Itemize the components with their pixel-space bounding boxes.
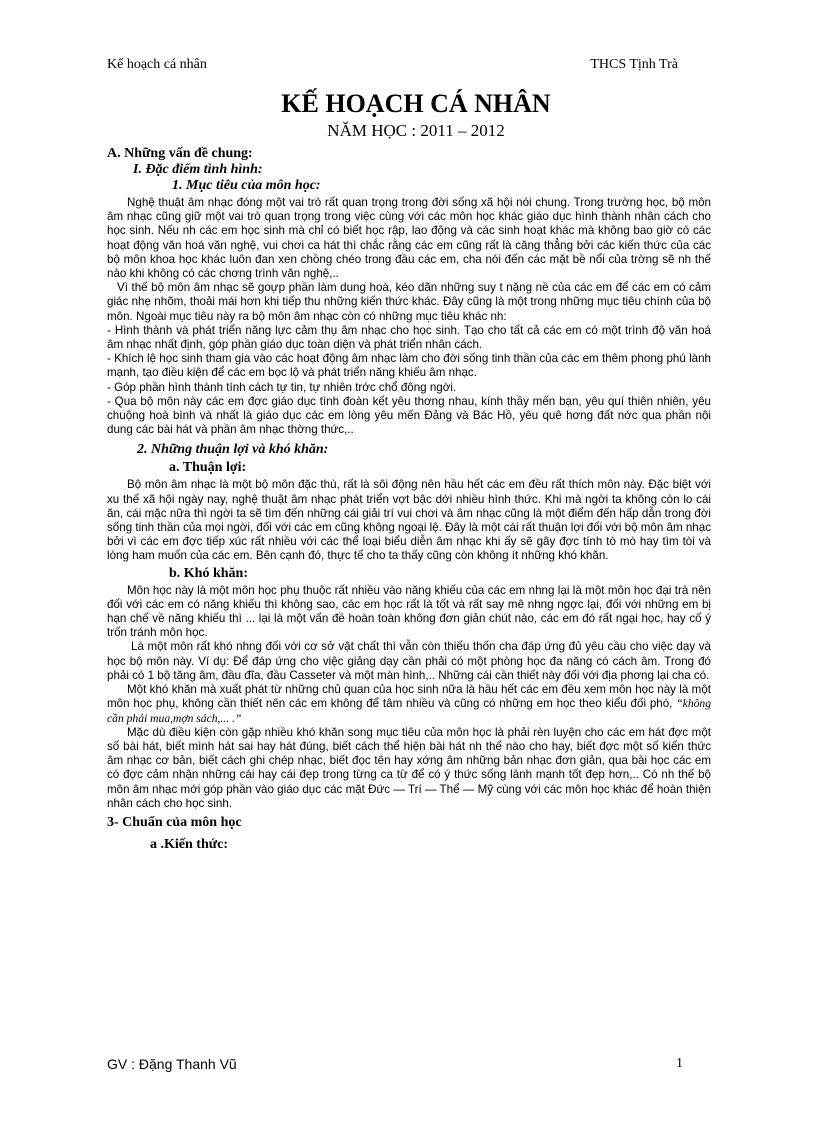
header-left: Kế hoạch cá nhân — [107, 57, 207, 72]
paragraph-difficulties-1: Môn học này là một môn học phụ thuộc rất nhiều vào năng khiếu của các em nhng lại là một môn học đại trà nên đối với các em có năng khiếu thì không sao, các em học rất là tốt và rất say mê nhng ngợc lại, đối với những em bị hạn chế về năng khiếu thì ... lại là một vấn đề hoàn toàn không đơn giản chút nào, các em đó rất ngại học, hay cố ý trốn tránh môn học. — [107, 583, 711, 640]
paragraph-difficulties-2: Là một môn rất khó nhng đối với cơ sở vật chất thì vẫn còn thiếu thốn cha đáp ứng đủ yêu cầu cho việc dạy và học bộ môn này. Ví dụ: Để đáp ứng cho việc giảng dạy cần phải có một phòng học đa năng có cách âm. Trong đó phải có 1 bộ tăng âm, đầu đĩa, đầu Casseter và một màn hình,.. Những cái cần thiết này đối với địa phơng lại cha có. — [107, 640, 711, 682]
paragraph-difficulties-4: Mặc dù điều kiện còn gặp nhiều khó khăn song mục tiêu của môn học là phải rèn luyện cho các em hát đợc một số bài hát, biết mình hát sai hay hát đúng, biết cách thể hiện bài hát nh thế nào cho hay, biết đợc một số kiến thức âm nhạc cơ bản, biết cách ghi chép nhạc, biết đọc tên hay xớng âm những bản nhạc đơn giản, qua bài học các em có đợc cảm nhận những cái hay cái đẹp trong từng ca từ để có ý thức sống lành mạnh tốt đẹp hơn,.. Có nh thế bộ môn âm nhạc mới góp phần vào giáo dục các mặt Đức — Trí — Thể — Mỹ cùng với các môn học khác để hoàn thiện nhân cách cho học sinh. — [107, 725, 711, 810]
footer-teacher: GV : Đặng Thanh Vũ — [107, 1056, 237, 1072]
paragraph-difficulties-3-text: Một khó khăn mà xuất phát từ những chủ quan của học sinh nữa là hầu hết các em đều xem môn học này là một môn học phụ, không cần thiết nên các em không để tâm nhiều và cũng có những em học theo kiểu đối phó, — [107, 683, 711, 711]
paragraph-difficulties-3 — [107, 683, 711, 726]
bullet-item: - Qua bộ môn này các em đợc giáo dục tình đoàn kết yêu thơng nhau, kính thầy mến bạn, yêu quí thiên nhiên, yêu chuộng hoà bình và nhất là giáo dục các em lòng yêu mến Đảng và Bác Hồ, yêu quê hơng đất nớc qua phần nội dung các bài hát và phần âm nhạc thờng thức,.. — [107, 394, 711, 437]
heading-section-i: I. Đặc điểm tình hình: — [133, 162, 263, 177]
header-right: THCS Tịnh Trà — [590, 57, 678, 72]
heading-objectives: 1. Mục tiêu của môn học: — [172, 178, 321, 193]
heading-advantages-difficulties: 2. Những thuận lợi và khó khăn: — [137, 442, 329, 458]
heading-section-a: A. Những vấn đề chung: — [107, 146, 253, 161]
heading-knowledge: a .Kiến thức: — [150, 836, 229, 852]
bullet-item: - Hình thành và phát triển năng lực cảm thụ âm nhạc cho học sinh. Tạo cho tất cả các em có một trình độ văn hoá âm nhạc nhất định, góp phần giáo dục toàn diện và phát triển nhân cách. — [107, 323, 711, 352]
heading-difficulties: b. Khó khăn: — [169, 565, 248, 581]
document-body — [107, 88, 711, 853]
paragraph-objectives-1: Nghệ thuật âm nhạc đóng một vai trò rất quan trọng trong đời sống xã hội nói chung. Trong trường học, bộ môn âm nhạc cũng giữ một vai trò quan trọng trong việc cùng với các môn học khác giáo dục hình thành nhân cách cho học sinh. Nếu nh các em học sinh mà chỉ có biết học rập, lao động và các sinh hoạt khác mà không bao giờ có các hoạt động văn hoá văn nghệ, vui chơi ca hát thì chắc rằng các em cũng rất là căng thẳng bởi các kiến thức của các bộ môn khoa học khác luôn đan xen chồng chéo trong đầu các em, cha nói đến các mặt bề nổi của trờng sẽ nh thế nào khi không có các chơng trình văn nghệ,.. — [107, 196, 711, 281]
footer-page-number: 1 — [676, 1056, 683, 1071]
bullet-item: - Khích lệ học sinh tham gia vào các hoạt động âm nhạc làm cho đời sống tinh thần của các em thêm phong phú lành mạnh, tạo điều kiện để các em bọc lộ và phát triển năng khiếu âm nhạc. — [107, 352, 711, 380]
document-subtitle: NĂM HỌC : 2011 – 2012 — [327, 121, 505, 140]
document-title: KẾ HOẠCH CÁ NHÂN — [281, 89, 551, 118]
paragraph-advantages: Bộ môn âm nhạc là một bộ môn đặc thù, rất là sôi động nên hầu hết các em đều rất thích môn này. Đặc biệt với xu thế xã hội ngày nay, nghệ thuật âm nhạc phát triển vợt bậc dới nhiều hình thức. Khi mà ngời ta không còn lo cái ăn, cái mặc nữa thì ngời ta sẽ tìm đến những cái giải trí vui chơi và âm nhạc cũng là một điểm đến hấp dẫn trong đời sống tinh thần của mọi ngời, đối với các em cũng không ngoại lệ. Đây là một cái rất thuận lợi đối với bộ môn âm nhạc bởi vì các em đợc tiếp xúc rất nhiều với các thể loại biểu diễn âm nhạc khi ấy sẽ gây đợc tính tò mò hay tìm tòi và lòng ham muốn của các em. Bên cạnh đó, thực tế cho ta thấy cũng còn không ít những khó khăn. — [107, 478, 711, 563]
paragraph-objectives-2: Vì thế bộ môn âm nhạc sẽ goựp phần làm dung hoà, kéo dãn những suy t nặng nề của các em để các em có cảm giác nhẹ nhõm, thoải mái hơn khi tiếp thu những kiến thức khác. Đây cũng là một trong những mục tiêu chính của bộ môn. Ngoài mục tiêu này ra bộ môn âm nhạc còn có những mục tiêu khác nh: — [107, 281, 711, 323]
heading-standards: 3- Chuẩn của môn học — [107, 814, 242, 830]
bullet-item: - Góp phần hình thành tính cách tự tin, tự nhiên trớc chổ đông ngời. — [107, 380, 457, 394]
quoted-phrase: “không cần phải mua,mợn sách,... .” — [107, 697, 711, 725]
heading-advantages: a. Thuận lợi: — [169, 460, 247, 476]
